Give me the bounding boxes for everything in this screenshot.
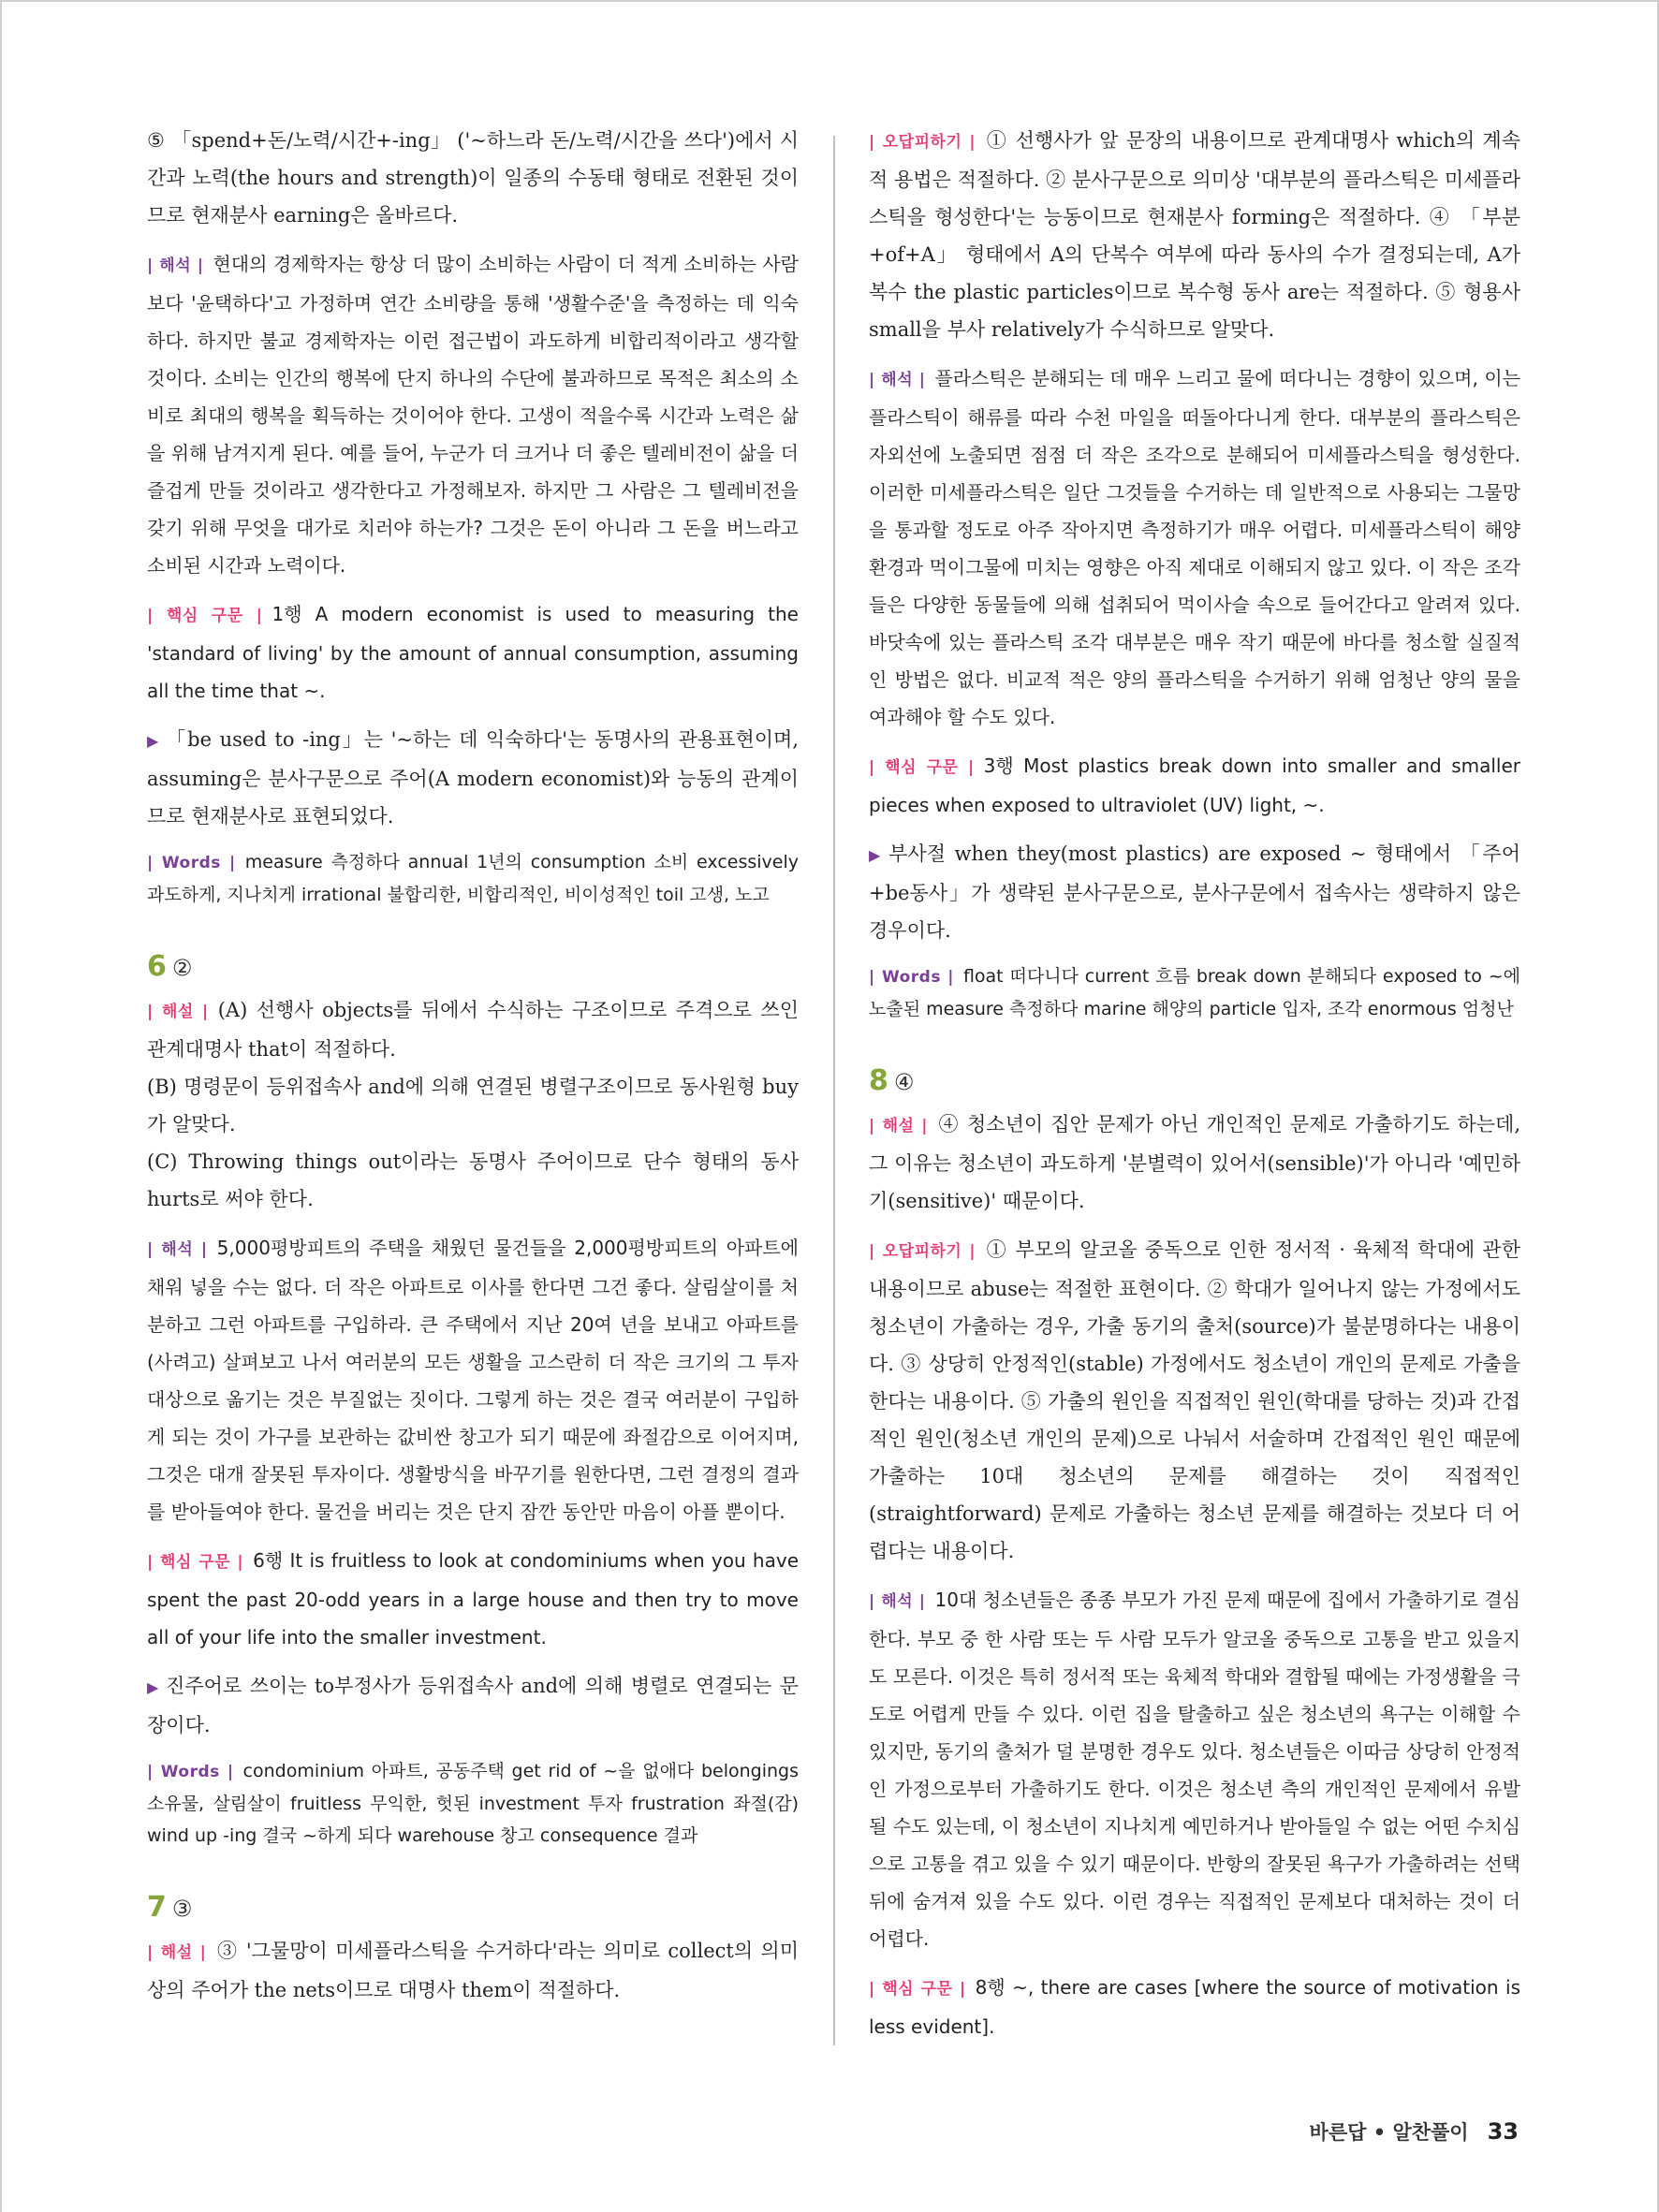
q8-explanation-text: ④ 청소년이 집안 문제가 아닌 개인적인 문제로 가출하기도 하는데, 그 이유는 청소년이 과도하게 '분별력이 있어서(sensible)'가 아니라 '예민하기(sensitive)' 때문이다. (869, 1113, 1520, 1212)
q6-key-structure-text: 6행 It is fruitless to look at condominiums when you have spent the past 20-odd years in a large house and then try to move all of your life into the smaller investment. (147, 1549, 799, 1648)
q8-key-structure-text: 8행 ~, there are cases [where the source of motivation is less evident]. (869, 1976, 1520, 2038)
q7-words-text: float 떠다니다 current 흐름 break down 분해되다 exposed to ~에 노출된 measure 측정하다 marine 해양의 particle 입자, 조각 enormous 엄청난 (869, 966, 1520, 1019)
q6-translation-text: 5,000평방피트의 주택을 채웠던 물건들을 2,000평방피트의 아파트에 채워 넣을 수는 없다. 더 작은 아파트로 이사를 한다면 그건 좋다. 살림살이를 처분하고 그런 아파트를 구입하라. 큰 주택에서 지난 20여 년을 보내고 아파트를 (사려고) 살펴보고 나서 여러분의 모든 생활을 고스란히 더 작은 크기의 그 투자 대상으로 옮기는 것은 부질없는 짓이다. 그렇게 하는 것은 결국 여러분이 구입하게 되는 것이 가구를 보관하는 값비싼 창고가 되기 때문에 좌절감으로 이어지며, 그것은 대개 잘못된 투자이다. 생활방식을 바꾸기를 원한다면, 그런 결정의 결과를 받아들여야 한다. 물건을 버리는 것은 단지 잠깐 동안만 마음이 아플 뿐이다. (147, 1237, 799, 1523)
q5-key-note (147, 721, 799, 835)
page-footer (1310, 2117, 1519, 2146)
q5-key-structure (147, 595, 799, 710)
triangle-bullet-icon: ▶ (147, 1678, 161, 1696)
right-column (869, 122, 1520, 2057)
q5-translation-text: 현대의 경제학자는 항상 더 많이 소비하는 사람이 더 적게 소비하는 사람보다 '윤택하다'고 가정하며 연간 소비량을 통해 '생활수준'을 측정하는 데 익숙하다. 하지만 불교 경제학자는 이런 접근법이 과도하게 비합리적이라고 생각할 것이다. 소비는 인간의 행복에 단지 하나의 수단에 불과하므로 목적은 최소의 소비로 최대의 행복을 획득하는 것이어야 한다. 고생이 적을수록 시간과 노력은 삶을 위해 남겨지게 된다. 예를 들어, 누군가 더 크거나 더 좋은 텔레비전이 삶을 더 즐겁게 만들 것이라고 생각한다고 가정해보자. 하지만 그 사람은 그 텔레비전을 갖기 위해 무엇을 대가로 치러야 하는가? 그것은 돈이 아니라 그 돈을 버느라고 소비된 시간과 노력이다. (147, 253, 799, 577)
q8-explanation (869, 1106, 1520, 1220)
q5-key-note-text: 「be used to -ing」는 '~하는 데 익숙하다'는 동명사의 관용표현이며, assuming은 분사구문으로 주어(A modern economist)와 능동의 관계이므로 현재분사로 표현되었다. (147, 728, 799, 828)
q6-key-structure (147, 1542, 799, 1656)
question-number: 7 (147, 1891, 167, 1924)
left-column (147, 122, 799, 2020)
key-structure-tag: | 핵심 구문 | (869, 758, 975, 777)
q8-wrong-answers (869, 1231, 1520, 1570)
q6-key-note-text: 진주어로 쓰이는 to부정사가 등위접속사 and에 의해 병렬로 연결되는 문장이다. (147, 1675, 799, 1736)
triangle-bullet-icon: ▶ (147, 732, 161, 750)
q6-explanation-a: (A) 선행사 objects를 뒤에서 수식하는 구조이므로 주격으로 쓰인 관계대명사 that이 적절하다. (147, 999, 799, 1061)
q7-key-structure (869, 747, 1520, 824)
words-tag: | Words | (147, 854, 236, 872)
q7-explanation-text: ③ '그물망이 미세플라스틱을 수거하다'라는 의미로 collect의 의미상의 주어가 the nets이므로 대명사 them이 적절하다. (147, 1940, 799, 2001)
translation-tag: | 해석 | (147, 256, 204, 275)
q8-translation (869, 1581, 1520, 1957)
q6-explanation-c: (C) Throwing things out이라는 동명사 주어이므로 단수 형태의 동사 hurts로 써야 한다. (147, 1150, 799, 1210)
key-structure-tag: | 핵심 구문 | (147, 1553, 244, 1572)
q6-explanation-b: (B) 명령문이 등위접속사 and에 의해 연결된 병렬구조이므로 동사원형 buy가 알맞다. (147, 1076, 799, 1135)
q6-translation (147, 1229, 799, 1531)
wrong-answer-tag: | 오답피하기 | (869, 133, 976, 152)
wrong-answer-tag: | 오답피하기 | (869, 1242, 976, 1261)
question-7-header (147, 1887, 799, 1928)
q5-translation (147, 245, 799, 584)
q7-translation-text: 플라스틱은 분해되는 데 매우 느리고 물에 떠다니는 경향이 있으며, 이는 플라스틱이 해류를 따라 수천 마일을 떠돌아다니게 한다. 대부분의 플라스틱은 자외선에 노출되면 점점 더 작은 조각으로 분해되어 미세플라스틱을 형성한다. 이러한 미세플라스틱은 일단 그것들을 수거하는 데 일반적으로 사용되는 그물망을 통과할 정도로 아주 작아지면 측정하기가 매우 어렵다. 미세플라스틱이 해양환경과 먹이그물에 미치는 영향은 아직 제대로 이해되지 않고 있다. 이 작은 조각들은 다양한 동물들에 의해 섭취되어 먹이사슬 속으로 들어간다고 알려져 있다. 바닷속에 있는 플라스틱 조각 대부분은 매우 작기 때문에 바다를 청소할 실질적인 방법은 없다. 비교적 적은 양의 플라스틱을 수거하기 위해 엄청난 양의 물을 여과해야 할 수도 있다. (869, 367, 1520, 728)
key-structure-tag: | 핵심 구문 | (147, 607, 263, 625)
question-number: 8 (869, 1064, 888, 1097)
translation-tag: | 해석 | (869, 371, 926, 389)
translation-tag: | 해석 | (869, 1592, 926, 1611)
question-number: 6 (147, 950, 167, 983)
q8-wrong-answers-text: ① 부모의 알코올 중독으로 인한 정서적 · 육체적 학대에 관한 내용이므로 abuse는 적절한 표현이다. ② 학대가 일어나지 않는 가정에서도 청소년이 가출하는 경우, 가출 동기의 출처(source)가 불분명하다는 내용이다. ③ 상당히 안정적인(stable) 가정에서도 청소년이 개인의 문제로 가출을 한다는 내용이다. ⑤ 가출의 원인을 직접적인 원인(학대를 당하는 것)과 간접적인 원인(청소년 개인의 문제)으로 나눠서 서술하며 간접적인 원인 때문에 가출하는 10대 청소년의 문제를 해결하는 것이 직접적인(straightforward) 문제로 가출하는 청소년 문제를 해결하는 것보다 더 어렵다는 내용이다. (869, 1238, 1520, 1562)
footer-title: 바른답 • 알찬풀이 (1309, 2121, 1469, 2144)
q6-words-text: condominium 아파트, 공동주택 get rid of ~을 없애다 belongings 소유물, 살림살이 fruitless 무익한, 헛된 investment 투자 frustration 좌절(감) wind up -ing 결국 ~하게 되다 warehouse 창고 consequence 결과 (147, 1761, 799, 1846)
q5-intro-paragraph: ⑤ 「spend+돈/노력/시간+-ing」 ('~하느라 돈/노력/시간을 쓰다')에서 시간과 노력(the hours and strength)이 일종의 수동태 형태로 전환된 것이므로 현재분사 earning은 올바르다. (147, 129, 799, 227)
answer-number: ② (171, 955, 193, 981)
question-8-header (869, 1061, 1520, 1102)
q7-key-structure-text: 3행 Most plastics break down into smaller and smaller pieces when exposed to ultraviolet (UV) light, ~. (869, 754, 1520, 816)
page-edge-left (0, 0, 2, 2212)
q5-key-structure-text: 1행 A modern economist is used to measuring the 'standard of living' by the amount of annual consumption, assuming all the time that ~. (147, 603, 799, 702)
q6-words (147, 1755, 799, 1852)
explanation-tag: | 해설 | (147, 1003, 209, 1021)
q7-key-note (869, 835, 1520, 949)
q8-key-structure (869, 1969, 1520, 2045)
q6-explanation (147, 991, 799, 1068)
q6-key-note (147, 1667, 799, 1744)
words-tag: | Words | (869, 968, 954, 987)
q5-words (147, 846, 799, 911)
q7-key-note-text: 부사절 when they(most plastics) are exposed ~ 형태에서 「주어+be동사」가 생략된 분사구문으로, 분사구문에서 접속사는 생략하지 않은 경우이다. (869, 842, 1521, 942)
triangle-bullet-icon: ▶ (869, 846, 884, 864)
key-structure-tag: | 핵심 구문 | (869, 1980, 966, 1999)
page-edge-top (0, 0, 1659, 2)
answer-number: ④ (893, 1069, 915, 1095)
q7-wrong-answers-text: ① 선행사가 앞 문장의 내용이므로 관계대명사 which의 계속적 용법은 적절하다. ② 분사구문으로 의미상 '대부분의 플라스틱은 미세플라스틱을 형성한다'는 능동이므로 현재분사 forming은 적절하다. ④ 「부분+of+A」 형태에서 A의 단복수 여부에 따라 동사의 수가 결정되는데, A가 복수 the plastic particles이므로 복수형 동사 are는 적절하다. ⑤ 형용사 small을 부사 relatively가 수식하므로 알맞다. (869, 129, 1520, 341)
column-divider (833, 136, 835, 2045)
translation-tag: | 해석 | (147, 1240, 208, 1259)
q7-explanation (147, 1932, 799, 2009)
answer-number: ③ (171, 1896, 193, 1922)
explanation-tag: | 해설 | (869, 1117, 928, 1135)
question-6-header (147, 946, 799, 988)
page-number: 33 (1487, 2118, 1519, 2145)
q5-words-text: measure 측정하다 annual 1년의 consumption 소비 excessively 과도하게, 지나치게 irrational 불합리한, 비합리적인, 비이성적인 toil 고생, 노고 (147, 852, 799, 905)
q7-translation (869, 359, 1520, 736)
explanation-tag: | 해설 | (147, 1943, 207, 1962)
q8-translation-text: 10대 청소년들은 종종 부모가 가진 문제 때문에 집에서 가출하기로 결심한다. 부모 중 한 사람 또는 두 사람 모두가 알코올 중독으로 고통을 받고 있을지도 모른다. 이것은 특히 정서적 또는 육체적 학대와 결합될 때에는 가정생활을 극도로 어렵게 만들 수 있다. 이런 집을 탈출하고 싶은 청소년의 욕구는 이해할 수 있지만, 동기의 출처가 덜 분명한 경우도 있다. 청소년들은 이따금 상당히 안정적인 가정으로부터 가출하기도 한다. 이것은 청소년 측의 개인적인 문제에서 유발될 수도 있는데, 이 청소년이 지나치게 예민하거나 받아들일 수 없는 어떤 수치심으로 고통을 겪고 있을 수 있기 때문이다. 반항의 잘못된 욕구가 가출하려는 선택 뒤에 숨겨져 있을 수도 있다. 이런 경우는 직접적인 문제보다 대처하는 것이 더 어렵다. (869, 1589, 1520, 1950)
words-tag: | Words | (147, 1763, 234, 1781)
q7-words (869, 960, 1520, 1025)
q7-wrong-answers (869, 122, 1520, 348)
